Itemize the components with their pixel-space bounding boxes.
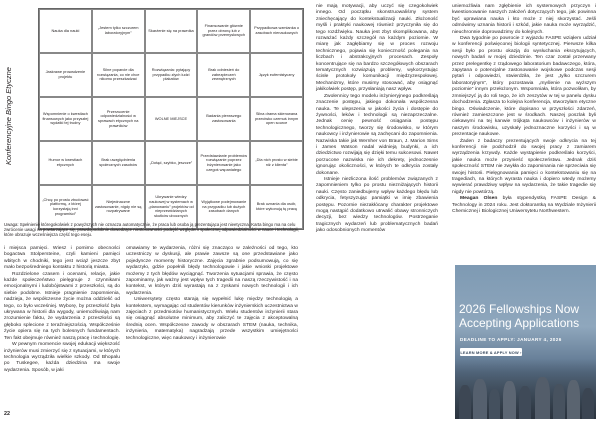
text-column-4	[452, 4, 596, 258]
bingo-cell: „Dotąd, szybko, jeszcze”	[145, 141, 198, 185]
author-bio-text: była stypendystką FASPE Design & Technology in 2024 roku. Jest doktorantką na Wydziale Inżynierii Chemicznej i Biologicznej Uniwersytetu Northwestern.	[452, 196, 596, 214]
bingo-cell: Wspomnienie o kwestiach finansowych jako przyszłej wydatki tej trudny	[39, 97, 92, 141]
author-bio	[452, 196, 596, 215]
bingo-cell: Finansowanie głównie przez obronę lub z grandów przemysłowych	[197, 9, 250, 53]
paragraph: Rozdzielone czasem i ocenami, relacje, jakie każde społeczeństwo pielęgnuje z czynnikami emocjonalnymi i ludobójstwami z przeszłości, są do siebie podobne. Istnieje pragnienie zapomnienia, nadzieja, że współczesne życie można oddzielić od tego, co było wcześniej. Wyborę, by przeszłość była ukrywana w historii dla wygody, uniemożliwiają nam zrozumienie faktu, że wydarzenia z przeszłości są głęboko splecione z teraźniejszością. Współcześnie życie opiera się na tych bolesnych fundamentach. Ten fakt obejmuje również naszą pracę i technologię.	[4, 271, 120, 341]
paragraph: Żaden z badaczy prezentujących swoje odkrycia na tej konferencji nie podchodził do swojej pracy z zamiarem wyrządzenia krzywdy. Każde wystąpienie podkreślało korzyści, jakie nauka może przynieść społeczeństwu. Jednak dziś społeczność STEM nie zwykła do zapominania nie sprzeciwia się swojej historii. Pielęgnowania pamięci o kontekstowaniu się na tragediach, na których wyrasta nauka i dopiero wtedy możemy wywierać prawdziwy wpływ na wydarzenia, że takie tragedie się nigdy nie powtórzą.	[452, 138, 596, 195]
bingo-cell: „Jestem tylko szczurem laboratoryjnym”	[92, 9, 145, 53]
bingo-title: Konferencyjne Bingo Etyczne	[4, 67, 13, 165]
paragraph: Istnieje niezliczona ilość problemów związanych z zapomnieniem tylko po prostu niezniżających historii nauki. Często zaniedbujemy wpływ każdego błędu lub odkrycia, fetyszyzując pamiątki w imię zbawienia postępu. Pozornie niezakłócany charakter projektowe mogą nastąpić dodatkowo utrwalić obawy stronniczych decyzji, bez wiedzy technologów. Postrzeganie tragicznych wydarzeń lub problematycznych badań jako odosobnionych momentów	[316, 176, 438, 234]
ad-crowd-photo	[455, 359, 596, 419]
text-column-2	[126, 246, 298, 422]
text-column-3	[316, 4, 438, 408]
learn-more-apply-button[interactable]: LEARN MORE & APPLY NOW ›	[460, 349, 522, 355]
bingo-cell: Badania pierwszego zastosowania	[197, 97, 250, 141]
bingo-cell: „Chcę po prostu zbudować platformę, z której korzystają inni programiści”	[39, 185, 92, 229]
page-number: 22	[4, 411, 10, 417]
bingo-cell: Brak uznania dla osób, które wykonują tę pracę	[250, 185, 303, 229]
bingo-cell: Ukrywanie wiedzy naukowej w systemach w „planowaniu” projektów od nieprzewidzianych skutków ubocznych	[145, 185, 198, 229]
ethics-bingo-figure	[4, 4, 300, 232]
paragraph: W pewnym momencie swojej edukacji większość inżynierów musi zmierzyć się z sytuacjami, w których technologia wyrządziła wielkie szkody. Od Bhopalu po Tuskegee, każda dziedzina ma swoje wydarzenia. Sposób, w jaki	[4, 342, 120, 373]
bingo-cell: Przerzucenie odpowiedzialności w sprawach etycznych na prawników	[92, 97, 145, 141]
bingo-cell: WOLNE MIEJSCE	[145, 97, 198, 141]
bingo-cell: Przypadkowa wzmianka o zasobach nienaukowych	[250, 9, 303, 53]
paragraph: Dwa tygodnie po powrocie z wyjazdu FASPE wziąłem udział w konferencji poświęconej biologii syntetycznej. Pierwsze kilka sesji było po prostu okazją do wysłuchania ekscytujących, nowych badań w mojej dziedzinie. Ten czar został przerwany przez prelegentkę z rządowego laboratorium badawczego, która, zapytana o potencjalne zastosowanie wojskowe podczas sesji pytań i odpowiedzi, stwierdziła, że jest „tylko szczurem laboratoryjnym”, który pozostawia „myślenie na wyższym poziomie” innym przełożonym. Wspomniała, która pozwoliłam, by zmniejszyć ją do roli tego, że ich zeszytów w tej w panelu dysku dochodzenia. Zgłasza to kolejna konferencja, stworzyłam etyczne bingo. Oświadczenie, które dopisano w przyszłości zdarzeń, również zamieszczone jest w środkach. Naszej poszlak byli ciekawymi na tej kanwie trójkąta naukowców i inżynierów w naszym środowisku, uzyskały jednoznaczne korzyści i są w prezentacje naukowe.	[452, 36, 596, 138]
author-name: Meagan Olsen	[460, 196, 498, 202]
bingo-cell: Silna drama skierowana przeciwko czemuś innym open source	[250, 97, 303, 141]
bingo-caption: Uwaga: Spełnienie któregokolwiek z powyższych nie oznacza automatycznie, że praca lub osoba ją prezentująca jest nieetyczna. Karta bingo ma na celu zwrócenie uwagi na powtarzające się, prawdopodobnie dowodzące niestosowności podejść względem społecznej odpowiedzialności w nauce i technologii, które obrazuje wcześniejsza część tego eseju.	[4, 222, 299, 238]
bingo-cell: „Dla nich prosto w siebie niż z klienta”	[250, 141, 303, 185]
bingo-cell: Wyjątkowe podejmowanie na przypadku lub dużych zasobach danych	[197, 185, 250, 229]
paragraph: Zwolennicy tego modelu inżynieryjnego podkreślają znaczenie postępu, jakiego dokonała współczesna nauka. Te ulepszenia w jakości życia i dostępie do żywności, leków i technologii są niezaprzeczalne. Jednak cenię pewność osiągania postępu technologicznego, tworzy się środowisko, w którym naukowcy i inżynierowie są zachęcani do zapomnienia. Nazwiska takie jak Wernher von Braun, J. Marion Sims i James Watson nadal widnieją budynki, a ich dziedzictwo rozwijają się dzięki temu sukcesowi. Nawet porzucone nazwiska nie ich dekrety, jednoczesnie ignorując okoliczności, w których te odkrycia zostały dokonane.	[316, 93, 438, 176]
ad-deadline: DEADLINE TO APPLY: JANUARY 4, 2026	[460, 337, 562, 342]
paragraph: omawiamy te wydarzenia, różni się znacząco w zależności od tego, kto uczestniczy w dyskusji, ale prawie zawsze są one przedstawiane jako pojedyncze momenty historyczne. Zajęcia zgrabnie podsumowują, co się wydarzyło, gdzie popełnili błędy technologowie i jakie wnioski projektowe możemy z tych błędów wyciągnąć. Tworzenia sytuacjami sprawia, że często zapominamy, jak ważny jest wpływ tych tragedii na naszą rzeczywistość i na kontekst, w którym dziś wyrastają na z zyskami nowych technologii i ich wydarzenia.	[126, 246, 298, 296]
bingo-cell: Przedstawianie problemów rozwiązanie poprzez inżynierowanie jako czegoś wspaniałego	[197, 141, 250, 185]
fellowship-ad-banner[interactable]	[455, 265, 596, 419]
bingo-cell: Brak uwzględnienia społecznych zasobów	[92, 141, 145, 185]
paragraph: nie mają motywacji, aby uczyć się czegokolwiek innego. Od początku skonstruowaliśmy system zniechęcający do kontekstualizacji nauki. Złożoność myśli i praktyki naukowej również przyczyniła się do tego rozdźwięku. Nauka jest zbyt skomplikowana, aby rozważać każdy szczegół na każdym poziomie. W miarę jak zagłębiamy się w proces rozwoju technicznego, pojawia się konieczność polegania na liczbach i abstrakcyjnych procesach. Zespoły koncentrujące się na bardzo szczegółowych obszarach tematycznych rozwiązują problemy, wykorzystując ścisłe protokoły komunikacji międzyzespołowej. Mechanizmy, które musimy stosować, aby osiągnąć jakikolwiek postęp, przysłaniają nasz wpływ.	[316, 4, 438, 93]
bingo-cell: Humor w kwestiach etycznych	[39, 141, 92, 185]
paragraph: uniemożliwia nam zgłębienie ich systemowych przyczyn i kwestionowanie naszych założeń dotyczących tego, jak powinna być uprawiana nauka i kto może z niej skorzystać. Jeśli odmówimy uznania historii i szkód, jakie nauka może wyrządzić, nieuchronnie doprowadzimy do kolejnych.	[452, 4, 596, 35]
bingo-cell: Niejednaczne zastosowanie, nigdy nie są rozpatrywane	[92, 185, 145, 229]
bingo-cell: Rozwiązania: pytający przypadku złych ludzi plakatów	[145, 53, 198, 97]
text-column-1	[4, 246, 120, 418]
bingo-cell: Brak odniesień do zabezpieczeń zewnętrznych	[197, 53, 250, 97]
paragraph: Uniwersytety często starają się wypełnić lukę między technologią a kontekstem, wymagając od studentów kierunków inżynierskich uczestnictwa w zajęciach z przedmiotów humanistycznych. Wielu studentów inżynierii stara się osiągnąć absolutne minimum, aby zaliczyć te zajęcia z akceptowalną średnią ocen. Współczesne zawody w obszarach STEM (nauka, technika, inżynieria, matematyka) nagradzają przede wszystkim umiejętności technologiczne, więc naukowcy i inżynierowie	[126, 297, 298, 341]
bingo-cell: Nauka dla nauki	[39, 9, 92, 53]
ad-headline: 2026 Fellowships Now Accepting Applications	[459, 302, 580, 330]
bingo-cell: Silne poparcie dla rozwiązania, co nie chce nikomu przeszkadzać	[92, 53, 145, 97]
bingo-cell: Jaskrawe prowadzenie projektu	[39, 53, 92, 97]
paragraph: i miejsca pamięci. Wiesz i pomimo obecności bogactwa Stolpersteine, czyli kamieni pamięci wbitych w chodniki, tego jest wciąż jeszcze zbyt mało bezpośredniego kontaktu z historią miasta.	[4, 246, 120, 271]
bingo-grid	[38, 8, 304, 230]
bingo-cell: Język eufemistyczny	[250, 53, 303, 97]
bingo-cell: Skarżenie się na prawnika	[145, 9, 198, 53]
